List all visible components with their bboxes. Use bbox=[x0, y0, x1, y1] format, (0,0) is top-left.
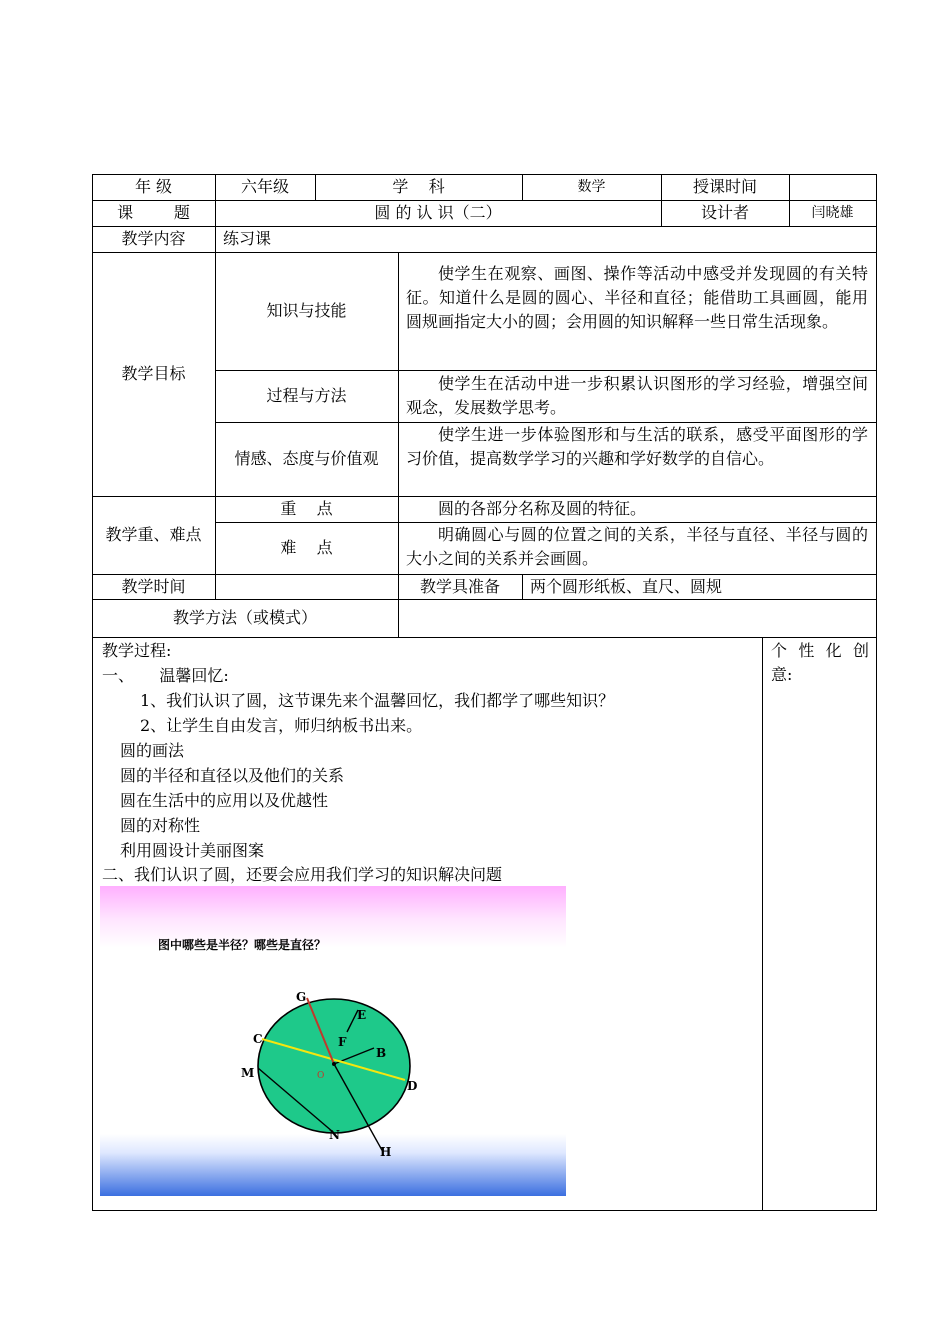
figure-question: 图中哪些是半径？哪些是直径？ bbox=[158, 938, 327, 952]
label-e: E bbox=[357, 1008, 367, 1022]
process-title: 教学过程: bbox=[102, 641, 172, 660]
method-value bbox=[398, 599, 876, 637]
label-b: B bbox=[376, 1046, 387, 1060]
objective-knowledge-text: 使学生在观察、画图、操作等活动中感受并发现圆的有关特征。知道什么是圆的圆心、半径和直径；能借助工具画圆，能用圆规画指定大小的圆；会用圆的知识解释一些日常生活现象。 bbox=[406, 264, 868, 331]
grade-label: 年 级 bbox=[134, 177, 173, 196]
objective-process-label: 过程与方法 bbox=[266, 386, 347, 405]
circle-diagram bbox=[100, 886, 566, 1196]
key-point-text: 圆的各部分名称及圆的特征。 bbox=[438, 499, 647, 518]
subject-label: 学 科 bbox=[392, 177, 445, 196]
label-o: O bbox=[317, 1071, 325, 1081]
objective-knowledge-label: 知识与技能 bbox=[266, 301, 347, 320]
topic-value: 圆 的 认 识（二） bbox=[374, 203, 502, 222]
label-f: F bbox=[338, 1035, 347, 1049]
label-n: N bbox=[329, 1128, 340, 1142]
designer-value: 闫晓雄 bbox=[811, 205, 854, 221]
process-line-2: 2、让学生自由发言，师归纳板书出来。 bbox=[140, 716, 423, 735]
objective-process-text: 使学生在活动中进一步积累认识图形的学习经验，增强空间观念，发展数学思考。 bbox=[406, 374, 868, 417]
hard-point-text: 明确圆心与圆的位置之间的关系，半径与直径、半径与圆的大小之间的关系并会画圆。 bbox=[406, 525, 868, 568]
process-line-6: 圆的对称性 bbox=[120, 816, 201, 835]
topic-label: 课 题 bbox=[117, 203, 190, 222]
process-line-5: 圆在生活中的应用以及优越性 bbox=[120, 791, 329, 810]
process-line-3: 圆的画法 bbox=[120, 741, 185, 760]
content-value: 练习课 bbox=[223, 229, 272, 248]
label-c: C bbox=[253, 1032, 263, 1046]
objective-attitude-label: 情感、态度与价值观 bbox=[234, 449, 379, 468]
label-m: M bbox=[241, 1066, 255, 1080]
objective-attitude-text: 使学生进一步体验图形和与生活的联系，感受平面图形的学习价值，提高数学学习的兴趣和学好数学的自信心。 bbox=[406, 425, 868, 468]
content-label: 教学内容 bbox=[121, 229, 186, 248]
circle-figure bbox=[100, 886, 566, 1196]
process-line-review-heading: 一、 温馨回忆: bbox=[102, 666, 229, 685]
lesson-time-label: 教学时间 bbox=[121, 576, 186, 596]
tools-value: 两个圆形纸板、直尺、圆规 bbox=[530, 577, 723, 596]
objectives-label: 教学目标 bbox=[121, 364, 186, 383]
teaching-time-label: 授课时间 bbox=[692, 177, 757, 196]
teaching-time-value bbox=[789, 174, 876, 200]
process-line-4: 圆的半径和直径以及他们的关系 bbox=[120, 766, 345, 785]
lesson-time-value bbox=[215, 574, 398, 599]
process-line-application-heading: 二、我们认识了圆，还要会应用我们学习的知识解决问题 bbox=[102, 865, 503, 884]
designer-label: 设计者 bbox=[700, 203, 749, 222]
keypoints-label: 教学重、难点 bbox=[105, 525, 202, 544]
label-d: D bbox=[407, 1079, 418, 1093]
center-point bbox=[332, 1062, 336, 1066]
personal-creativity-label: 个 性 化 创意: bbox=[771, 641, 869, 684]
label-g: G bbox=[296, 990, 307, 1004]
process-line-7: 利用圆设计美丽图案 bbox=[120, 841, 265, 860]
method-label: 教学方法（或模式） bbox=[172, 608, 317, 627]
grade-value: 六年级 bbox=[240, 177, 289, 196]
hard-point-label: 难 点 bbox=[280, 538, 333, 557]
label-h: H bbox=[380, 1145, 392, 1159]
subject-value: 数学 bbox=[577, 179, 606, 195]
process-line-1: 1、我们认识了圆，这节课先来个温馨回忆，我们都学了哪些知识？ bbox=[140, 691, 615, 710]
key-point-label: 重 点 bbox=[280, 499, 333, 518]
tools-label: 教学具准备 bbox=[419, 576, 500, 596]
